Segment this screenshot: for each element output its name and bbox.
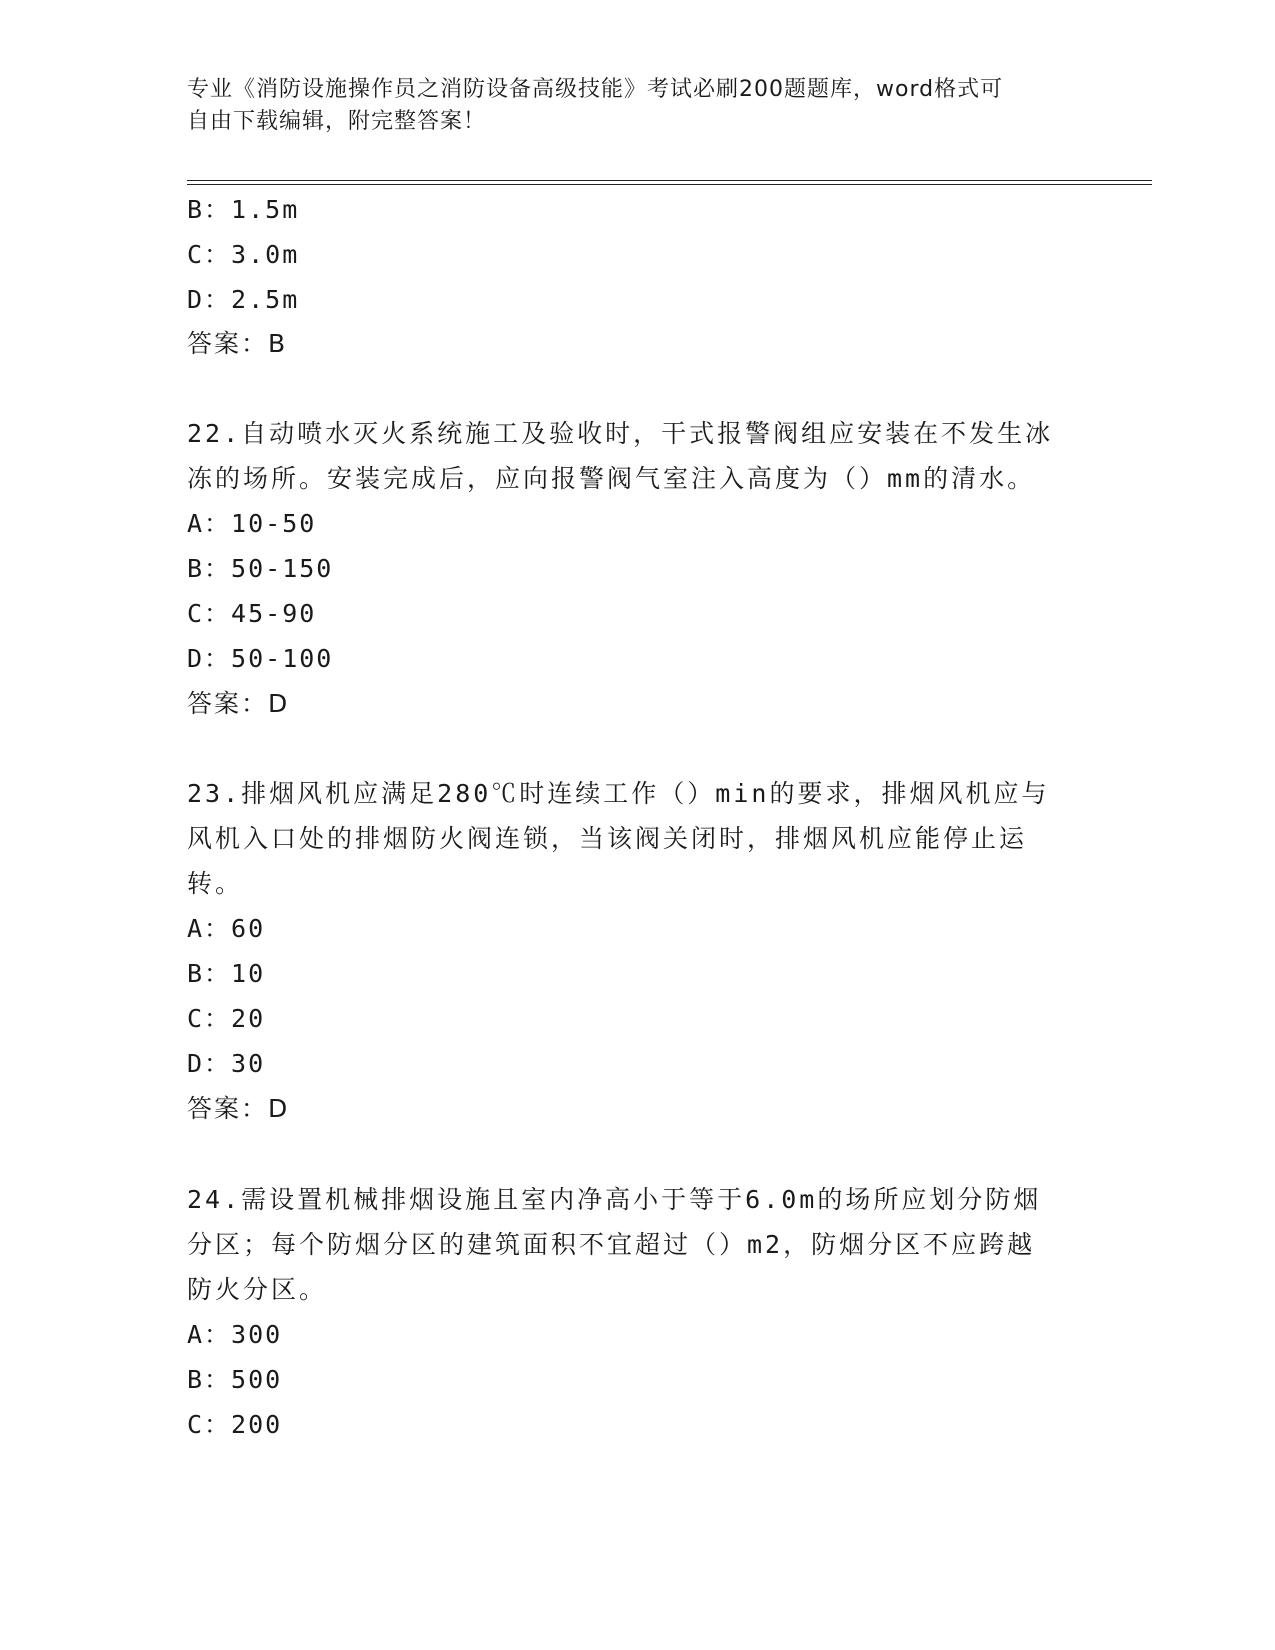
q23-answer: 答案：D bbox=[187, 1094, 290, 1123]
q21-option-c: C：3.0m bbox=[187, 240, 300, 269]
q24-text-line-1: 24.需设置机械排烟设施且室内净高小于等于6.0m的场所应划分防烟 bbox=[187, 1185, 1042, 1214]
q23-option-c: C：20 bbox=[187, 1004, 266, 1033]
q23-text-line-1: 23.排烟风机应满足280℃时连续工作（）min的要求，排烟风机应与 bbox=[187, 779, 1050, 808]
header-line-2: 自由下载编辑，附完整答案！ bbox=[187, 109, 487, 134]
header-divider-bottom bbox=[187, 184, 1152, 185]
q22-option-d: D：50-100 bbox=[187, 644, 334, 673]
q22-option-a: A：10-50 bbox=[187, 509, 317, 538]
q22-text-line-1: 22.自动喷水灭火系统施工及验收时，干式报警阀组应安装在不发生冰 bbox=[187, 419, 1054, 448]
q21-option-d: D：2.5m bbox=[187, 285, 300, 314]
q21-answer: 答案：B bbox=[187, 329, 288, 358]
page-header bbox=[187, 74, 1087, 138]
header-line-1: 专业《消防设施操作员之消防设备高级技能》考试必刷200题题库，word格式可 bbox=[187, 77, 1004, 102]
q22-text-line-2: 冻的场所。安装完成后，应向报警阀气室注入高度为（）mm的清水。 bbox=[187, 464, 1036, 493]
q23-option-a: A：60 bbox=[187, 914, 266, 943]
q23-text-line-3: 转。 bbox=[187, 869, 244, 898]
q24-option-a: A：300 bbox=[187, 1320, 283, 1349]
q24-text-line-3: 防火分区。 bbox=[187, 1275, 328, 1304]
q21-option-b: B：1.5m bbox=[187, 195, 300, 224]
q23-option-b: B：10 bbox=[187, 959, 266, 988]
header-divider-top bbox=[187, 180, 1152, 181]
q22-option-c: C：45-90 bbox=[187, 599, 317, 628]
q24-option-c: C：200 bbox=[187, 1410, 283, 1439]
q23-text-line-2: 风机入口处的排烟防火阀连锁，当该阀关闭时，排烟风机应能停止运 bbox=[187, 824, 1028, 853]
q24-text-line-2: 分区；每个防烟分区的建筑面积不宜超过（）m2，防烟分区不应跨越 bbox=[187, 1230, 1036, 1259]
q23-option-d: D：30 bbox=[187, 1049, 266, 1078]
q22-answer: 答案：D bbox=[187, 689, 290, 718]
q22-option-b: B：50-150 bbox=[187, 554, 334, 583]
q24-option-b: B：500 bbox=[187, 1365, 283, 1394]
